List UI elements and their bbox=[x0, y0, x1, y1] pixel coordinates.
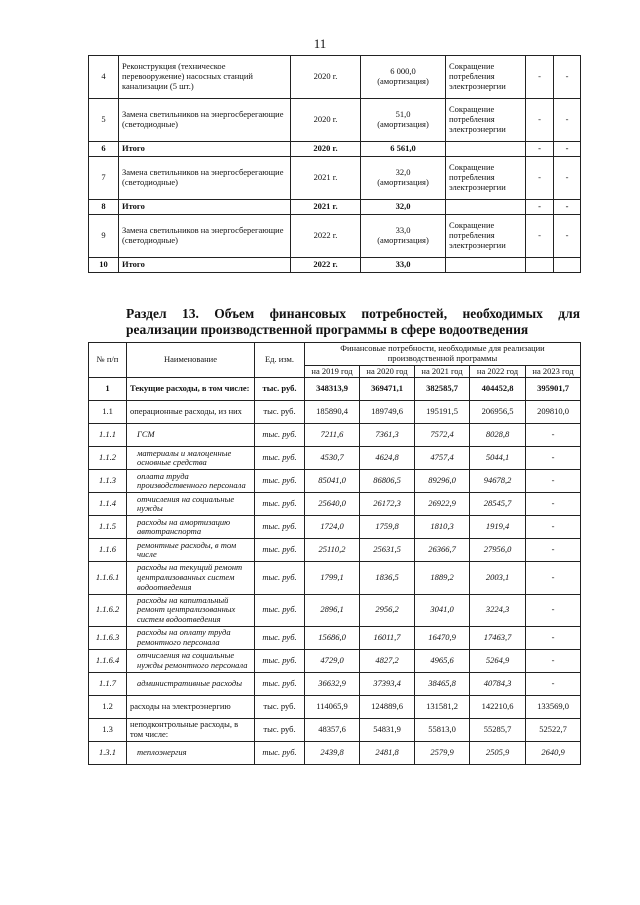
row-value: 54831,9 bbox=[360, 718, 415, 741]
row-unit: тыс. руб. bbox=[255, 378, 305, 401]
measure-col-b: - bbox=[554, 56, 581, 99]
measure-row bbox=[89, 56, 581, 99]
measure-name: Реконструкция (техническое перевооружение) насосных станций канализации (5 шт.) bbox=[119, 56, 291, 99]
row-name: расходы на текущий ремонт централизованных систем водоотведения bbox=[127, 562, 255, 594]
measure-year: 2020 г. bbox=[291, 56, 361, 99]
measure-row bbox=[89, 258, 581, 273]
row-value: 133569,0 bbox=[526, 695, 581, 718]
row-value: - bbox=[526, 493, 581, 516]
row-value: 131581,2 bbox=[415, 695, 470, 718]
row-value: 55813,0 bbox=[415, 718, 470, 741]
row-value: 26172,3 bbox=[360, 493, 415, 516]
measure-col-a: - bbox=[526, 99, 554, 142]
row-value: 382585,7 bbox=[415, 378, 470, 401]
measure-name: Замена светильников на энергосберегающие (светодиодные) bbox=[119, 157, 291, 200]
row-name: неподконтрольные расходы, в том числе: bbox=[127, 718, 255, 741]
row-unit: тыс. руб. bbox=[255, 649, 305, 672]
row-name: расходы на капитальный ремонт централизованных систем водоотведения bbox=[127, 594, 255, 626]
measure-name: Итого bbox=[119, 142, 291, 157]
row-value: 2956,2 bbox=[360, 594, 415, 626]
measure-effect bbox=[446, 258, 526, 273]
row-name: операционные расходы, из них bbox=[127, 401, 255, 424]
row-value: 4827,2 bbox=[360, 649, 415, 672]
measure-cost: 33,0 bbox=[361, 258, 446, 273]
row-value: 2640,9 bbox=[526, 741, 581, 764]
row-value: 2896,1 bbox=[305, 594, 360, 626]
row-unit: тыс. руб. bbox=[255, 718, 305, 741]
measure-num: 4 bbox=[89, 56, 119, 99]
measure-cost-note: (амортизация) bbox=[377, 235, 429, 245]
finance-row bbox=[89, 516, 581, 539]
row-unit: тыс. руб. bbox=[255, 672, 305, 695]
row-num: 1.1.7 bbox=[89, 672, 127, 695]
measure-num: 6 bbox=[89, 142, 119, 157]
row-value: 185890,4 bbox=[305, 401, 360, 424]
row-name: Текущие расходы, в том числе: bbox=[127, 378, 255, 401]
row-value: 395901,7 bbox=[526, 378, 581, 401]
row-unit: тыс. руб. bbox=[255, 562, 305, 594]
measure-cost-value: 32,0 bbox=[395, 167, 411, 178]
row-value: 28545,7 bbox=[470, 493, 526, 516]
measure-name: Замена светильников на энергосберегающие (светодиодные) bbox=[119, 215, 291, 258]
measure-num: 9 bbox=[89, 215, 119, 258]
row-num: 1.1.4 bbox=[89, 493, 127, 516]
row-value: 1759,8 bbox=[360, 516, 415, 539]
finance-row bbox=[89, 562, 581, 594]
measure-cost bbox=[361, 99, 446, 142]
measure-cost-value: 51,0 bbox=[395, 109, 411, 120]
row-num: 1.1.6.3 bbox=[89, 626, 127, 649]
row-value: 209810,0 bbox=[526, 401, 581, 424]
measure-cost bbox=[361, 215, 446, 258]
row-value: 27956,0 bbox=[470, 539, 526, 562]
row-value: 48357,6 bbox=[305, 718, 360, 741]
row-num: 1.1.6.4 bbox=[89, 649, 127, 672]
measure-row bbox=[89, 142, 581, 157]
row-value: 40784,3 bbox=[470, 672, 526, 695]
row-value: 26366,7 bbox=[415, 539, 470, 562]
measure-cost: 32,0 bbox=[361, 200, 446, 215]
measure-year: 2022 г. bbox=[291, 215, 361, 258]
row-num: 1.1.6.2 bbox=[89, 594, 127, 626]
row-value: 86806,5 bbox=[360, 470, 415, 493]
header-unit: Ед. изм. bbox=[255, 343, 305, 378]
measure-cost-note: (амортизация) bbox=[377, 76, 429, 86]
measure-effect: Сокращение потребления электроэнергии bbox=[446, 56, 526, 99]
row-value: 1919,4 bbox=[470, 516, 526, 539]
row-value: 189749,6 bbox=[360, 401, 415, 424]
measure-year: 2020 г. bbox=[291, 142, 361, 157]
row-value: 94678,2 bbox=[470, 470, 526, 493]
row-value: 25640,0 bbox=[305, 493, 360, 516]
row-value: 25631,5 bbox=[360, 539, 415, 562]
finance-row bbox=[89, 493, 581, 516]
row-value: 7572,4 bbox=[415, 424, 470, 447]
row-unit: тыс. руб. bbox=[255, 626, 305, 649]
header-year: на 2021 год bbox=[415, 365, 470, 378]
measure-col-a: - bbox=[526, 200, 554, 215]
row-value: 85041,0 bbox=[305, 470, 360, 493]
measure-col-a: - bbox=[526, 157, 554, 200]
row-value: 2481,8 bbox=[360, 741, 415, 764]
row-num: 1.3 bbox=[89, 718, 127, 741]
finance-row bbox=[89, 470, 581, 493]
finance-row bbox=[89, 649, 581, 672]
measure-col-b: - bbox=[554, 99, 581, 142]
row-value: 3224,3 bbox=[470, 594, 526, 626]
row-unit: тыс. руб. bbox=[255, 447, 305, 470]
row-unit: тыс. руб. bbox=[255, 424, 305, 447]
measure-num: 8 bbox=[89, 200, 119, 215]
measures-table bbox=[88, 55, 581, 273]
row-value: - bbox=[526, 447, 581, 470]
row-num: 1.1.6.1 bbox=[89, 562, 127, 594]
row-name: расходы на электроэнергию bbox=[127, 695, 255, 718]
section-title bbox=[88, 306, 580, 337]
row-name: ГСМ bbox=[127, 424, 255, 447]
row-value: 4965,6 bbox=[415, 649, 470, 672]
measure-effect: Сокращение потребления электроэнергии bbox=[446, 215, 526, 258]
row-value: 26922,9 bbox=[415, 493, 470, 516]
row-num: 1.1.5 bbox=[89, 516, 127, 539]
row-value: 142210,6 bbox=[470, 695, 526, 718]
row-value: 2505,9 bbox=[470, 741, 526, 764]
measure-col-b: - bbox=[554, 215, 581, 258]
row-value: 195191,5 bbox=[415, 401, 470, 424]
row-value: 16011,7 bbox=[360, 626, 415, 649]
row-value: 2003,1 bbox=[470, 562, 526, 594]
row-value: 404452,8 bbox=[470, 378, 526, 401]
row-value: - bbox=[526, 424, 581, 447]
finance-row bbox=[89, 695, 581, 718]
measure-row bbox=[89, 215, 581, 258]
measure-effect: Сокращение потребления электроэнергии bbox=[446, 157, 526, 200]
header-year: на 2019 год bbox=[305, 365, 360, 378]
row-num: 1.2 bbox=[89, 695, 127, 718]
measure-cost-note: (амортизация) bbox=[377, 177, 429, 187]
measure-col-b: - bbox=[554, 157, 581, 200]
measure-col-b bbox=[554, 258, 581, 273]
row-value: 348313,9 bbox=[305, 378, 360, 401]
measure-col-a: - bbox=[526, 215, 554, 258]
row-unit: тыс. руб. bbox=[255, 516, 305, 539]
row-unit: тыс. руб. bbox=[255, 539, 305, 562]
row-value: 7211,6 bbox=[305, 424, 360, 447]
row-value: 1724,0 bbox=[305, 516, 360, 539]
row-value: 16470,9 bbox=[415, 626, 470, 649]
row-value: 369471,1 bbox=[360, 378, 415, 401]
row-value: 2439,8 bbox=[305, 741, 360, 764]
header-group: Финансовые потребности, необходимые для реализации производственной программы bbox=[305, 343, 581, 366]
header-year: на 2023 год bbox=[526, 365, 581, 378]
row-value: 2579,9 bbox=[415, 741, 470, 764]
row-value: 124889,6 bbox=[360, 695, 415, 718]
measure-num: 5 bbox=[89, 99, 119, 142]
row-value: 36632,9 bbox=[305, 672, 360, 695]
row-num: 1.1.1 bbox=[89, 424, 127, 447]
finance-row bbox=[89, 378, 581, 401]
row-value: 38465,8 bbox=[415, 672, 470, 695]
finance-row bbox=[89, 626, 581, 649]
row-unit: тыс. руб. bbox=[255, 741, 305, 764]
section-title-text: Раздел 13. Объем финансовых потребностей, необходимых для реализации производственной программы в сфере водоотведения bbox=[126, 306, 580, 337]
row-num: 1.3.1 bbox=[89, 741, 127, 764]
finance-row bbox=[89, 594, 581, 626]
row-name: отчисления на социальные нужды bbox=[127, 493, 255, 516]
finance-row bbox=[89, 718, 581, 741]
row-value: 1889,2 bbox=[415, 562, 470, 594]
row-value: 55285,7 bbox=[470, 718, 526, 741]
measure-cost-value: 6 000,0 bbox=[390, 66, 416, 77]
row-name: отчисления на социальные нужды ремонтного персонала bbox=[127, 649, 255, 672]
measure-cost bbox=[361, 56, 446, 99]
row-value: - bbox=[526, 672, 581, 695]
measure-effect: Сокращение потребления электроэнергии bbox=[446, 99, 526, 142]
row-name: ремонтные расходы, в том числе bbox=[127, 539, 255, 562]
measure-name: Итого bbox=[119, 200, 291, 215]
row-value: - bbox=[526, 516, 581, 539]
row-value: 17463,7 bbox=[470, 626, 526, 649]
measure-cost-value: 33,0 bbox=[395, 225, 411, 236]
measure-col-a: - bbox=[526, 142, 554, 157]
page-number: 11 bbox=[313, 36, 327, 51]
row-value: - bbox=[526, 470, 581, 493]
row-unit: тыс. руб. bbox=[255, 493, 305, 516]
measure-col-b: - bbox=[554, 142, 581, 157]
row-value: 4530,7 bbox=[305, 447, 360, 470]
row-num: 1.1.2 bbox=[89, 447, 127, 470]
measure-cost-note: (амортизация) bbox=[377, 119, 429, 129]
row-value: 25110,2 bbox=[305, 539, 360, 562]
measure-effect bbox=[446, 142, 526, 157]
header-year: на 2020 год bbox=[360, 365, 415, 378]
row-value: - bbox=[526, 626, 581, 649]
row-name: оплата труда производственного персонала bbox=[127, 470, 255, 493]
measure-cost: 6 561,0 bbox=[361, 142, 446, 157]
header-year: на 2022 год bbox=[470, 365, 526, 378]
header-name: Наименование bbox=[127, 343, 255, 378]
measure-row bbox=[89, 157, 581, 200]
row-name: расходы на оплату труда ремонтного персонала bbox=[127, 626, 255, 649]
measure-year: 2022 г. bbox=[291, 258, 361, 273]
finance-row bbox=[89, 447, 581, 470]
row-value: - bbox=[526, 539, 581, 562]
row-value: 4757,4 bbox=[415, 447, 470, 470]
measure-year: 2020 г. bbox=[291, 99, 361, 142]
row-value: - bbox=[526, 562, 581, 594]
row-num: 1.1 bbox=[89, 401, 127, 424]
row-num: 1.1.3 bbox=[89, 470, 127, 493]
finance-row bbox=[89, 539, 581, 562]
measure-cost bbox=[361, 157, 446, 200]
row-value: 1836,5 bbox=[360, 562, 415, 594]
finance-row bbox=[89, 672, 581, 695]
row-unit: тыс. руб. bbox=[255, 401, 305, 424]
row-value: 4729,0 bbox=[305, 649, 360, 672]
measure-name: Итого bbox=[119, 258, 291, 273]
row-value: - bbox=[526, 649, 581, 672]
finance-row bbox=[89, 741, 581, 764]
measure-num: 7 bbox=[89, 157, 119, 200]
finance-row bbox=[89, 401, 581, 424]
row-value: 206956,5 bbox=[470, 401, 526, 424]
finance-row bbox=[89, 424, 581, 447]
row-value: 5264,9 bbox=[470, 649, 526, 672]
row-value: 114065,9 bbox=[305, 695, 360, 718]
row-name: административные расходы bbox=[127, 672, 255, 695]
row-unit: тыс. руб. bbox=[255, 470, 305, 493]
row-value: 15686,0 bbox=[305, 626, 360, 649]
row-unit: тыс. руб. bbox=[255, 594, 305, 626]
measure-num: 10 bbox=[89, 258, 119, 273]
row-name: расходы на амортизацию автотранспорта bbox=[127, 516, 255, 539]
measure-row bbox=[89, 99, 581, 142]
row-value: 3041,0 bbox=[415, 594, 470, 626]
measure-row bbox=[89, 200, 581, 215]
row-value: 1810,3 bbox=[415, 516, 470, 539]
financial-needs-table bbox=[88, 342, 581, 765]
header-num: № п/п bbox=[89, 343, 127, 378]
row-value: 89296,0 bbox=[415, 470, 470, 493]
row-num: 1.1.6 bbox=[89, 539, 127, 562]
row-unit: тыс. руб. bbox=[255, 695, 305, 718]
row-value: 37393,4 bbox=[360, 672, 415, 695]
row-num: 1 bbox=[89, 378, 127, 401]
measure-effect bbox=[446, 200, 526, 215]
measure-name: Замена светильников на энергосберегающие (светодиодные) bbox=[119, 99, 291, 142]
row-value: 4624,8 bbox=[360, 447, 415, 470]
row-name: материалы и малоценные основные средства bbox=[127, 447, 255, 470]
row-value: 1799,1 bbox=[305, 562, 360, 594]
measure-col-b: - bbox=[554, 200, 581, 215]
row-value: 7361,3 bbox=[360, 424, 415, 447]
measure-col-a bbox=[526, 258, 554, 273]
row-name: теплоэнергия bbox=[127, 741, 255, 764]
row-value: 8028,8 bbox=[470, 424, 526, 447]
measure-year: 2021 г. bbox=[291, 157, 361, 200]
row-value: 52522,7 bbox=[526, 718, 581, 741]
measure-col-a: - bbox=[526, 56, 554, 99]
measure-year: 2021 г. bbox=[291, 200, 361, 215]
row-value: 5044,1 bbox=[470, 447, 526, 470]
row-value: - bbox=[526, 594, 581, 626]
